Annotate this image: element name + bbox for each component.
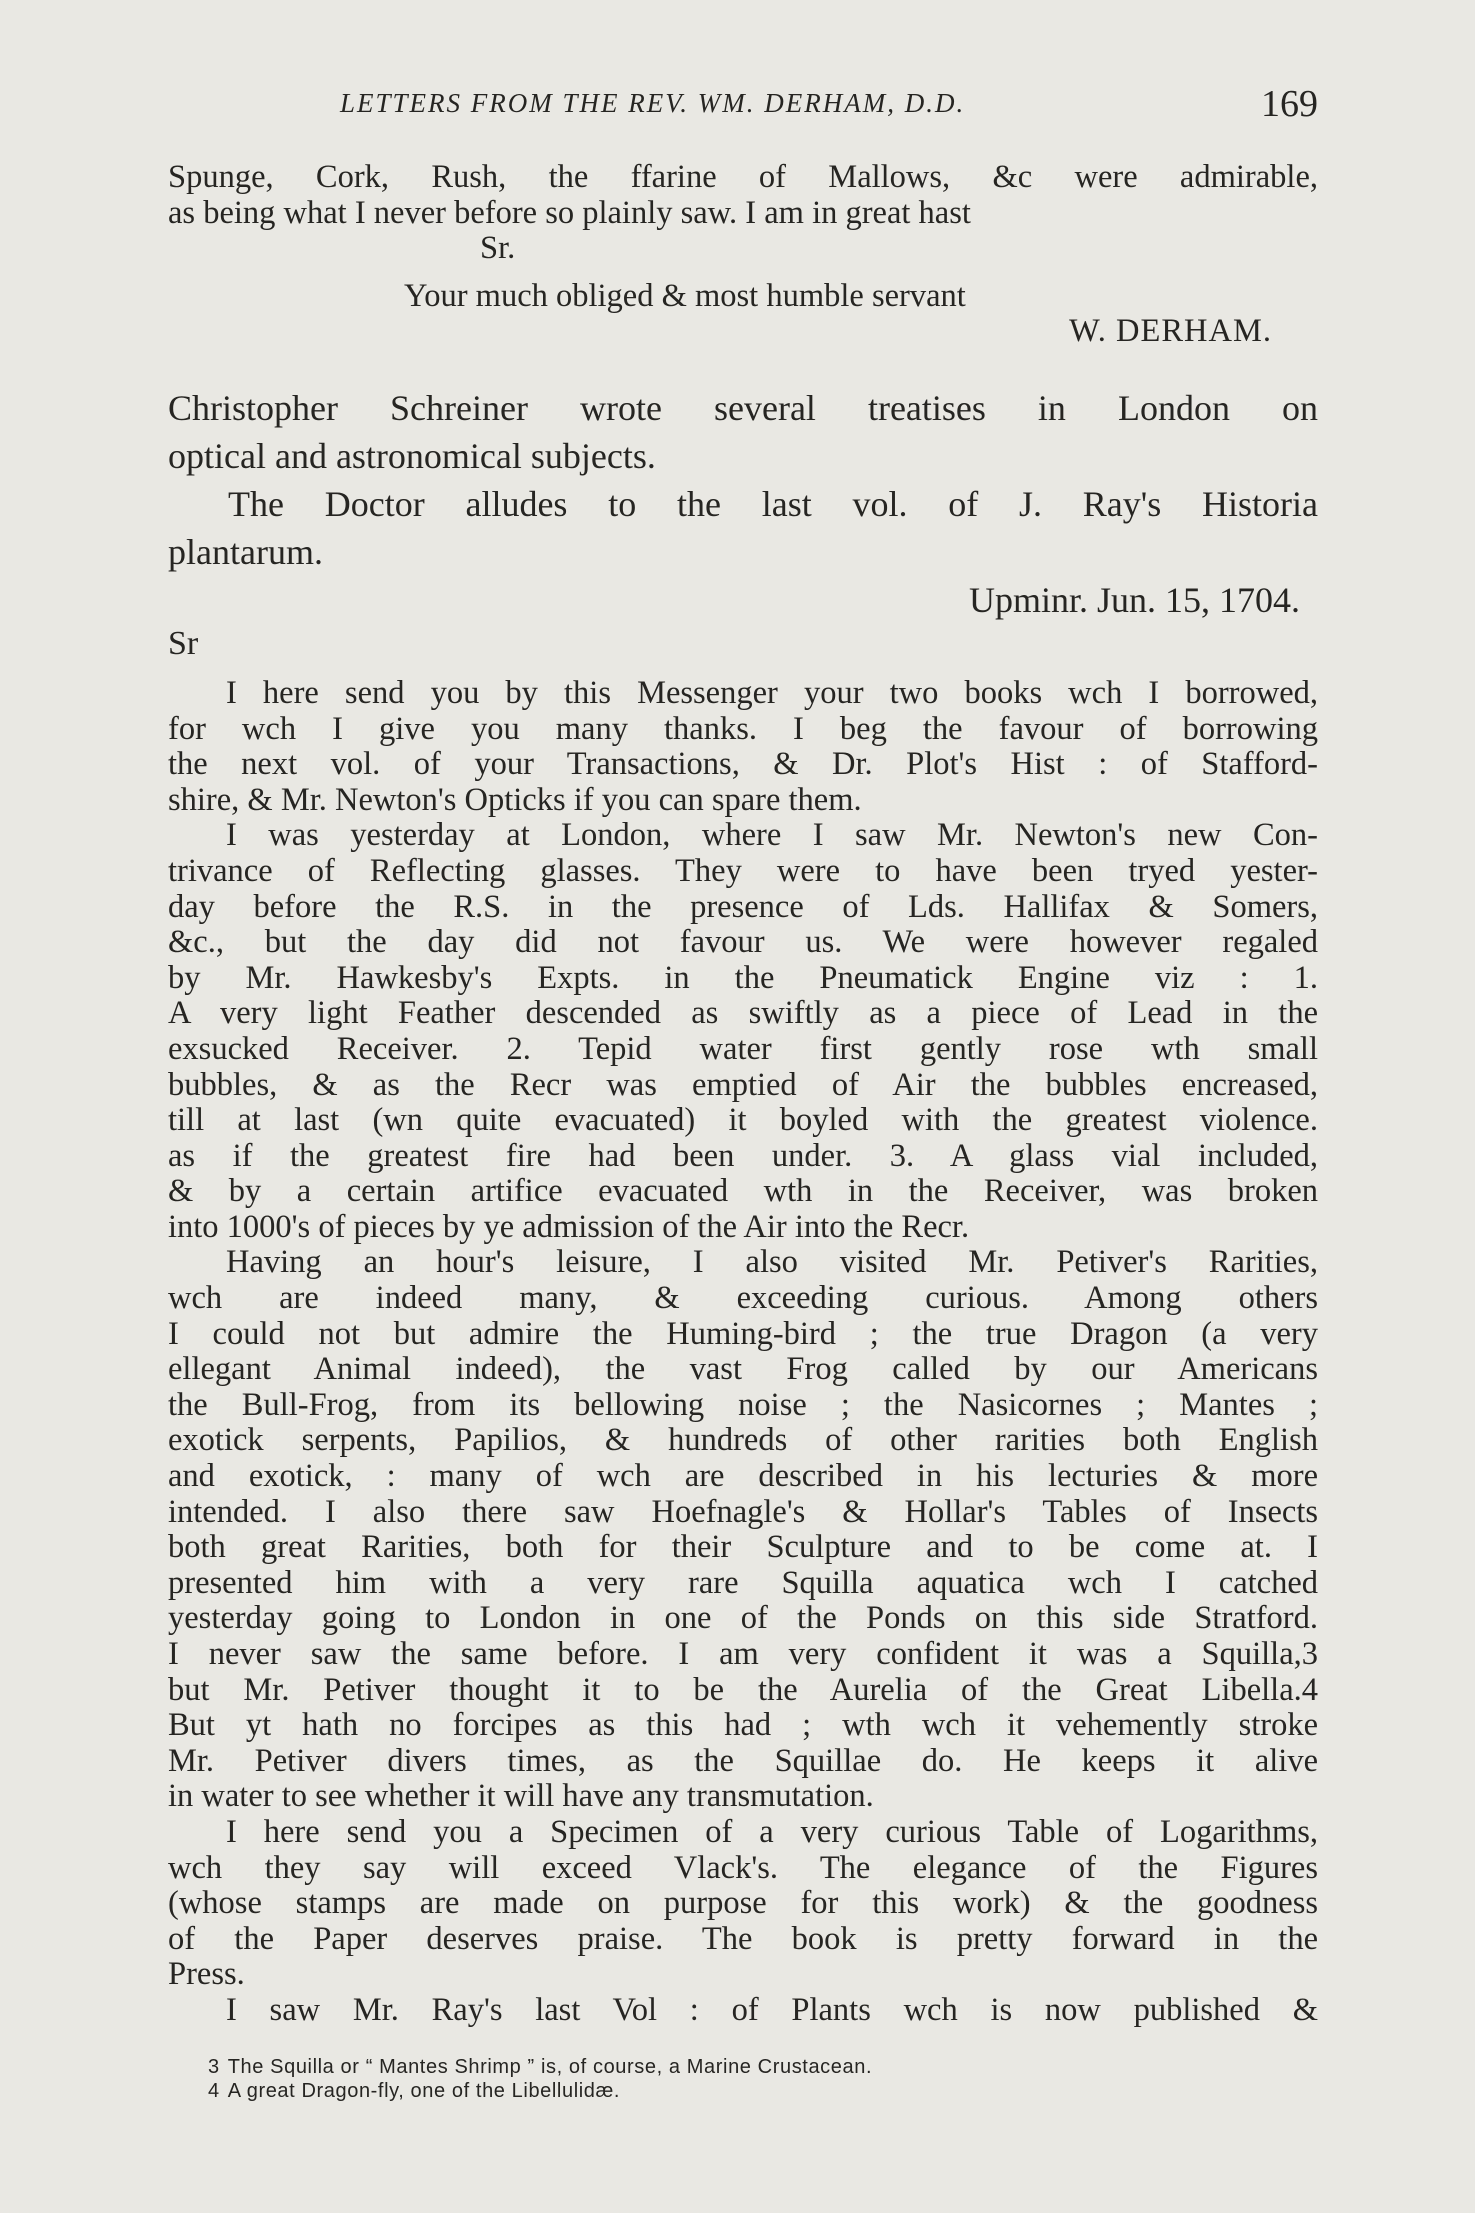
letter	[168, 576, 1318, 2029]
text-line: and exotick, : many of wch are described in his lecturies & more	[168, 1458, 1318, 1495]
letter-paragraph	[168, 818, 1318, 1245]
running-title: LETTERS FROM THE REV. WM. DERHAM, D.D.	[340, 88, 966, 118]
letter-date: Upminr. Jun. 15, 1704.	[968, 579, 1300, 620]
commentary-line: The Doctor alludes to the last vol. of J. Ray's Historia	[228, 483, 1318, 524]
footnotes	[208, 2055, 1208, 2103]
text-line: the Bull-Frog, from its bellowing noise ; the Nasicornes ; Mantes ;	[168, 1386, 1318, 1423]
letter-closing: Your much obliged & most humble servant	[404, 277, 966, 314]
text-line: by Mr. Hawkesby's Expts. in the Pneumatick Engine viz : 1.	[168, 959, 1318, 996]
text-line: I here send you a Specimen of a very curious Table of Logarithms,	[226, 1813, 1318, 1850]
text-line: I could not but admire the Huming-bird ; the true Dragon (a very	[168, 1315, 1318, 1352]
text-line: intended. I also there saw Hoefnagle's & Hollar's Tables of Insects	[168, 1493, 1318, 1530]
text-line: bubbles, & as the Recr was emptied of Air the bubbles encreased,	[168, 1066, 1318, 1103]
footnote-mark: 3	[208, 2056, 220, 2078]
text-line: but Mr. Petiver thought it to be the Aurelia of the Great Libella.4	[168, 1671, 1318, 1708]
text-line: I never saw the same before. I am very confident it was a Squilla,3	[168, 1636, 1318, 1672]
text-line: But yt hath no forcipes as this had ; wth wch it vehemently stroke	[168, 1707, 1318, 1744]
letter-paragraph	[168, 1245, 1318, 1815]
text-line: (whose stamps are made on purpose for this work) & the goodness	[168, 1885, 1318, 1922]
text-line: I was yesterday at London, where I saw Mr. Newton's new Con-	[226, 817, 1318, 854]
letter-salutation: Sr	[168, 624, 199, 662]
letter-paragraph	[168, 1815, 1318, 1993]
text-line: I saw Mr. Ray's last Vol : of Plants wch is now published &	[226, 1991, 1318, 2028]
letter-salute: Sr.	[480, 230, 516, 267]
text-line: trivance of Reflecting glasses. They were to have been tryed yester-	[168, 852, 1318, 889]
text-line: Having an hour's leisure, I also visited Mr. Petiver's Rarities,	[226, 1244, 1318, 1281]
commentary-line: Christopher Schreiner wrote several treatises in London on	[168, 387, 1318, 428]
text-line: both great Rarities, both for their Sculpture and to be come at. I	[168, 1529, 1318, 1566]
text-line: &c., but the day did not favour us. We were however regaled	[168, 924, 1318, 961]
letter-signature: W. DERHAM.	[1069, 313, 1272, 350]
commentary-line: optical and astronomical subjects.	[168, 435, 656, 476]
text-line: for wch I give you many thanks. I beg the favour of borrowing	[168, 710, 1318, 747]
text-line: the next vol. of your Transactions, & Dr. Plot's Hist : of Stafford-	[168, 746, 1318, 783]
text-line: shire, & Mr. Newton's Opticks if you can spare them.	[168, 781, 862, 818]
editor-commentary	[168, 384, 1318, 576]
text-line: as if the greatest fire had been under. 3. A glass vial included,	[168, 1137, 1318, 1174]
text-line: I here send you by this Messenger your two books wch I borrowed,	[226, 674, 1318, 711]
text-line: in water to see whether it will have any transmutation.	[168, 1778, 874, 1815]
footnote	[208, 2079, 1208, 2103]
text-line: exotick serpents, Papilios, & hundreds of other rarities both English	[168, 1422, 1318, 1459]
text-line: exsucked Receiver. 2. Tepid water first gently rose wth small	[168, 1030, 1318, 1067]
text-line: into 1000's of pieces by ye admission of the Air into the Recr.	[168, 1208, 970, 1245]
page-body	[168, 160, 1318, 2029]
commentary-line: plantarum.	[168, 531, 323, 572]
text-line: Mr. Petiver divers times, as the Squillae do. He keeps it alive	[168, 1742, 1318, 1779]
text-line: Press.	[168, 1956, 245, 1993]
text-line: ellegant Animal indeed), the vast Frog called by our Americans	[168, 1351, 1318, 1388]
text-line: A very light Feather descended as swiftly as a piece of Lead in the	[168, 995, 1318, 1032]
text-line: till at last (wn quite evacuated) it boyled with the greatest violence.	[168, 1102, 1318, 1139]
footnote-mark: 4	[208, 2080, 220, 2102]
text-line: as being what I never before so plainly saw. I am in great hast	[168, 194, 971, 231]
letter-paragraph	[168, 676, 1318, 818]
text-line: of the Paper deserves praise. The book is pretty forward in the	[168, 1920, 1318, 1957]
footnote-text: The Squilla or “ Mantes Shrimp ” is, of course, a Marine Crustacean.	[227, 2056, 873, 2078]
text-line: wch they say will exceed Vlack's. The elegance of the Figures	[168, 1849, 1318, 1886]
footnote-text: A great Dragon-fly, one of the Libellulidæ.	[227, 2080, 621, 2102]
letter-paragraph	[168, 1993, 1318, 2029]
page-number: 169	[1261, 83, 1318, 125]
text-line: & by a certain artifice evacuated wth in the Receiver, was broken	[168, 1173, 1318, 1210]
previous-letter-ending	[168, 160, 1318, 350]
footnote	[208, 2055, 1208, 2079]
text-line: day before the R.S. in the presence of Lds. Hallifax & Somers,	[168, 888, 1318, 925]
text-line: presented him with a very rare Squilla aquatica wch I catched	[168, 1564, 1318, 1601]
page-header	[168, 82, 1318, 132]
text-line: Spunge, Cork, Rush, the ffarine of Mallows, &c were admirable,	[168, 159, 1318, 195]
letter-paragraphs	[168, 676, 1318, 2029]
text-line: wch are indeed many, & exceeding curious. Among others	[168, 1280, 1318, 1317]
text-line: yesterday going to London in one of the Ponds on this side Stratford.	[168, 1600, 1318, 1637]
